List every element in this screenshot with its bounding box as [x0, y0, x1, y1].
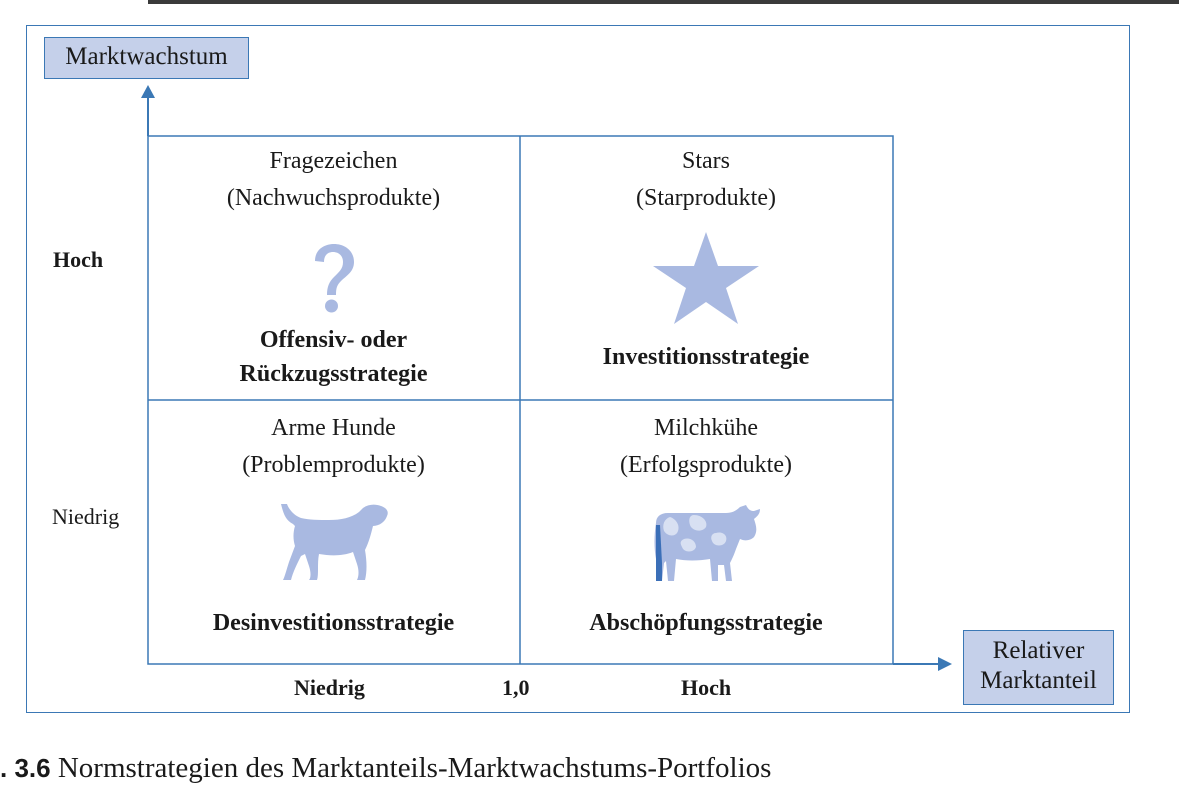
- question-mark-icon: [305, 243, 361, 315]
- x-axis-title-line1: Relativer: [992, 637, 1085, 664]
- x-axis-arrow: [938, 657, 952, 671]
- figure-caption: [0, 752, 771, 785]
- quadrant-title: Milchkühe: [654, 415, 758, 441]
- figure-number: . 3.6: [0, 753, 51, 783]
- figure-caption-text: Normstrategien des Marktanteils-Marktwachstums-Portfolios: [57, 752, 772, 784]
- quadrant-strategy-line2: Rückzugsstrategie: [239, 361, 428, 387]
- quadrant-strategy-line1: Offensiv- oder: [259, 327, 408, 353]
- x-tick-mid: 1,0: [502, 675, 530, 700]
- quadrant-title: Arme Hunde: [271, 415, 396, 441]
- star-icon: [650, 230, 762, 326]
- y-tick-high: Hoch: [53, 247, 104, 272]
- y-tick-low: Niedrig: [52, 504, 120, 529]
- quadrant-strategy: Investitionsstrategie: [602, 344, 810, 370]
- quadrant-strategy: Abschöpfungsstrategie: [589, 610, 823, 636]
- x-axis-title-line2: Marktanteil: [980, 667, 1097, 694]
- quadrant-title: Stars: [682, 148, 730, 174]
- x-tick-high: Hoch: [681, 675, 732, 700]
- quadrant-subtitle: (Starprodukte): [636, 185, 776, 211]
- quadrant-strategy: Desinvestitionsstrategie: [212, 610, 455, 636]
- x-tick-low: Niedrig: [294, 675, 365, 700]
- x-axis-title: [963, 630, 1114, 705]
- y-axis-arrow: [141, 85, 155, 98]
- dog-icon: [275, 500, 393, 584]
- y-axis-title: Marktwachstum: [44, 37, 249, 79]
- quadrant-subtitle: (Nachwuchsprodukte): [226, 185, 441, 211]
- quadrant-subtitle: (Problemprodukte): [242, 452, 425, 478]
- quadrant-subtitle: (Erfolgsprodukte): [620, 452, 792, 478]
- quadrant-title: Fragezeichen: [269, 148, 398, 174]
- cow-icon: [650, 503, 764, 585]
